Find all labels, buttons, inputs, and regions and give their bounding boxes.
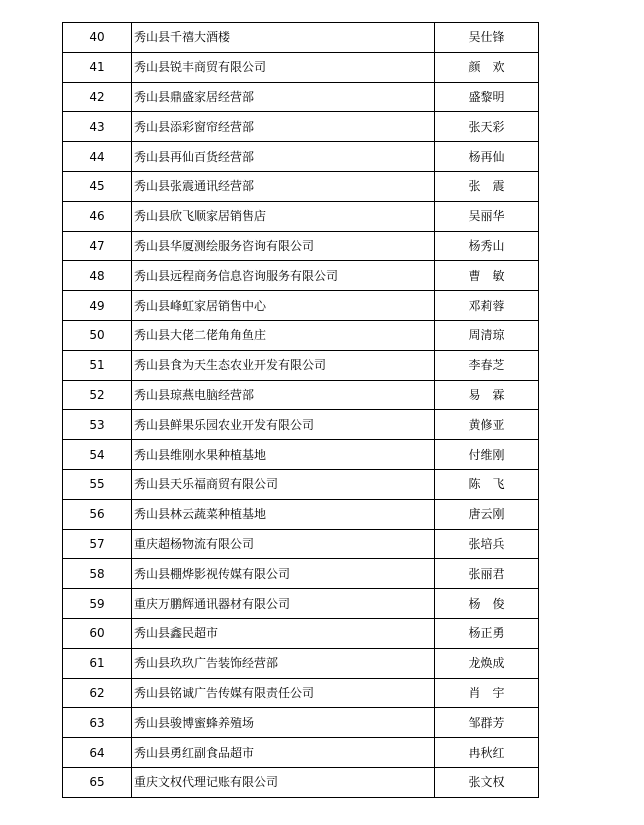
contact-person: 吴仕锋 (435, 23, 539, 53)
row-number: 59 (63, 589, 132, 619)
row-number: 51 (63, 350, 132, 380)
row-number: 41 (63, 52, 132, 82)
contact-person: 吴丽华 (435, 201, 539, 231)
contact-person: 张培兵 (435, 529, 539, 559)
row-number: 43 (63, 112, 132, 142)
contact-person: 冉秋红 (435, 738, 539, 768)
table-row (63, 320, 539, 350)
table-row (63, 648, 539, 678)
company-name: 秀山县鼎盛家居经营部 (132, 82, 435, 112)
table-row (63, 589, 539, 619)
row-number: 53 (63, 410, 132, 440)
registry-table (62, 22, 539, 798)
table-row (63, 23, 539, 53)
company-name: 秀山县添彩窗帘经营部 (132, 112, 435, 142)
contact-person: 邹群芳 (435, 708, 539, 738)
company-name: 秀山县琼燕电脑经营部 (132, 380, 435, 410)
company-name: 秀山县棚烨影视传媒有限公司 (132, 559, 435, 589)
row-number: 44 (63, 142, 132, 172)
company-name: 秀山县林云蔬菜种植基地 (132, 499, 435, 529)
company-name: 秀山县峰虹家居销售中心 (132, 291, 435, 321)
row-number: 64 (63, 738, 132, 768)
row-number: 45 (63, 171, 132, 201)
contact-person: 张 震 (435, 171, 539, 201)
contact-person: 付维刚 (435, 440, 539, 470)
table-row (63, 350, 539, 380)
company-name: 重庆超杨物流有限公司 (132, 529, 435, 559)
table-row (63, 410, 539, 440)
table-row (63, 291, 539, 321)
row-number: 58 (63, 559, 132, 589)
row-number: 61 (63, 648, 132, 678)
contact-person: 唐云刚 (435, 499, 539, 529)
table-row (63, 201, 539, 231)
company-name: 秀山县骏博蜜蜂养殖场 (132, 708, 435, 738)
table-row (63, 82, 539, 112)
row-number: 56 (63, 499, 132, 529)
contact-person: 杨 俊 (435, 589, 539, 619)
row-number: 47 (63, 231, 132, 261)
contact-person: 陈 飞 (435, 469, 539, 499)
table-row (63, 767, 539, 797)
table-row (63, 440, 539, 470)
table-row (63, 380, 539, 410)
row-number: 55 (63, 469, 132, 499)
company-name: 秀山县鲜果乐园农业开发有限公司 (132, 410, 435, 440)
company-name: 秀山县华厦测绘服务咨询有限公司 (132, 231, 435, 261)
row-number: 57 (63, 529, 132, 559)
company-name: 秀山县锐丰商贸有限公司 (132, 52, 435, 82)
row-number: 62 (63, 678, 132, 708)
table-row (63, 171, 539, 201)
company-name: 秀山县玖玖广告装饰经营部 (132, 648, 435, 678)
contact-person: 张丽君 (435, 559, 539, 589)
table-row (63, 529, 539, 559)
table-row (63, 618, 539, 648)
company-name: 秀山县张震通讯经营部 (132, 171, 435, 201)
row-number: 42 (63, 82, 132, 112)
contact-person: 龙焕成 (435, 648, 539, 678)
contact-person: 肖 宇 (435, 678, 539, 708)
table-row (63, 708, 539, 738)
table-row (63, 678, 539, 708)
company-name: 秀山县铭诚广告传媒有限责任公司 (132, 678, 435, 708)
company-name: 秀山县鑫民超市 (132, 618, 435, 648)
row-number: 48 (63, 261, 132, 291)
table-row (63, 469, 539, 499)
company-name: 秀山县维刚水果种植基地 (132, 440, 435, 470)
company-name: 秀山县千禧大酒楼 (132, 23, 435, 53)
company-name: 重庆文权代理记账有限公司 (132, 767, 435, 797)
contact-person: 周清琼 (435, 320, 539, 350)
table-body (63, 23, 539, 798)
row-number: 60 (63, 618, 132, 648)
contact-person: 杨再仙 (435, 142, 539, 172)
contact-person: 张天彩 (435, 112, 539, 142)
contact-person: 张文权 (435, 767, 539, 797)
row-number: 65 (63, 767, 132, 797)
table-row (63, 142, 539, 172)
contact-person: 曹 敏 (435, 261, 539, 291)
contact-person: 杨秀山 (435, 231, 539, 261)
row-number: 49 (63, 291, 132, 321)
company-name: 秀山县勇红副食品超市 (132, 738, 435, 768)
contact-person: 盛黎明 (435, 82, 539, 112)
row-number: 40 (63, 23, 132, 53)
table-row (63, 231, 539, 261)
row-number: 54 (63, 440, 132, 470)
company-name: 秀山县食为天生态农业开发有限公司 (132, 350, 435, 380)
contact-person: 黄修亚 (435, 410, 539, 440)
table-row (63, 738, 539, 768)
row-number: 63 (63, 708, 132, 738)
company-name: 秀山县天乐福商贸有限公司 (132, 469, 435, 499)
row-number: 50 (63, 320, 132, 350)
table-row (63, 499, 539, 529)
company-name: 秀山县欣飞顺家居销售店 (132, 201, 435, 231)
table-row (63, 112, 539, 142)
company-name: 重庆万鹏辉通讯器材有限公司 (132, 589, 435, 619)
company-name: 秀山县再仙百货经营部 (132, 142, 435, 172)
contact-person: 邓莉蓉 (435, 291, 539, 321)
contact-person: 颜 欢 (435, 52, 539, 82)
table-row (63, 261, 539, 291)
company-name: 秀山县大佬二佬角角鱼庄 (132, 320, 435, 350)
contact-person: 杨正勇 (435, 618, 539, 648)
table-row (63, 52, 539, 82)
row-number: 46 (63, 201, 132, 231)
table-row (63, 559, 539, 589)
contact-person: 易 霖 (435, 380, 539, 410)
contact-person: 李春芝 (435, 350, 539, 380)
company-name: 秀山县远程商务信息咨询服务有限公司 (132, 261, 435, 291)
row-number: 52 (63, 380, 132, 410)
